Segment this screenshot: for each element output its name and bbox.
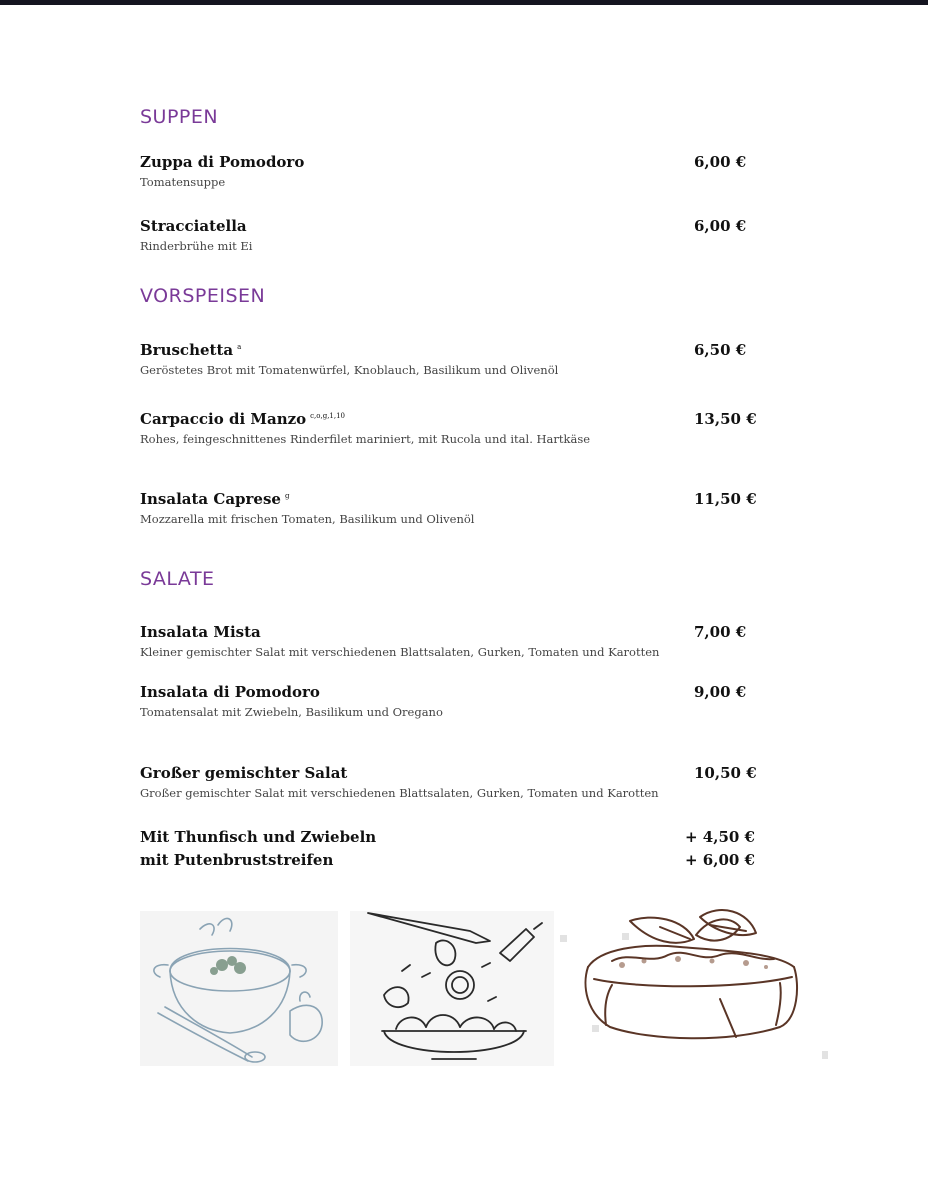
item-description: Geröstetes Brot mit Tomatenwürfel, Knoblauch, Basilikum und Olivenöl [140, 363, 559, 377]
section-title-vorspeisen: VORSPEISEN [140, 285, 266, 307]
menu-item-stracciatella [140, 217, 760, 253]
item-description: Mozzarella mit frischen Tomaten, Basilikum und Olivenöl [140, 512, 475, 526]
top-bar [0, 0, 928, 5]
item-name: Bruschetta [140, 341, 234, 359]
menu-item-grosser-gemischter-salat [140, 764, 760, 800]
allergen-codes: g [284, 492, 290, 500]
item-description: Tomatensalat mit Zwiebeln, Basilikum und Oregano [140, 705, 443, 719]
extra-name: Mit Thunfisch und Zwiebeln [140, 828, 377, 846]
item-price: 13,50 € [694, 410, 757, 428]
extra-price: + 4,50 € [685, 828, 755, 846]
item-name-row [140, 410, 760, 428]
item-price: 6,00 € [694, 153, 747, 171]
soup-bowl-sketch-icon [140, 911, 338, 1066]
item-name: Insalata Mista [140, 623, 261, 641]
item-name: Stracciatella [140, 217, 247, 235]
item-name: Zuppa di Pomodoro [140, 153, 305, 171]
item-description: Rohes, feingeschnittenes Rinderfilet mariniert, mit Rucola und ital. Hartkäse [140, 432, 591, 446]
item-name: Insalata di Pomodoro [140, 683, 320, 701]
item-price: 7,00 € [694, 623, 747, 641]
allergen-codes: c,o,g,1,10 [310, 412, 346, 420]
item-name: Carpaccio di Manzo [140, 410, 307, 428]
item-price: 6,50 € [694, 341, 747, 359]
menu-item-bruschetta [140, 341, 760, 377]
item-name-row [140, 490, 760, 508]
item-description: Rinderbrühe mit Ei [140, 239, 253, 253]
extra-name: mit Putenbruststreifen [140, 851, 334, 869]
item-price: 9,00 € [694, 683, 747, 701]
item-description: Kleiner gemischter Salat mit verschiedenen Blattsalaten, Gurken, Tomaten und Karotten [140, 645, 660, 659]
item-price: 10,50 € [694, 764, 757, 782]
section-title-salate: SALATE [140, 568, 215, 590]
menu-item-insalata-di-pomodoro [140, 683, 760, 719]
item-price: 6,00 € [694, 217, 747, 235]
item-name: Großer gemischter Salat [140, 764, 348, 782]
extra-option-putenbruststreifen [140, 851, 755, 871]
menu-item-insalata-caprese [140, 490, 760, 526]
item-price: 11,50 € [694, 490, 757, 508]
item-description: Großer gemischter Salat mit verschiedenen Blattsalaten, Gurken, Tomaten und Karotten [140, 786, 659, 800]
bruschetta-sketch-icon [560, 905, 828, 1065]
section-title-suppen: SUPPEN [140, 106, 219, 128]
allergen-codes: a [237, 343, 242, 351]
menu-item-carpaccio-di-manzo [140, 410, 760, 446]
menu-item-insalata-mista [140, 623, 760, 659]
salad-bowl-sketch-icon [350, 911, 554, 1066]
extra-option-thunfisch [140, 828, 755, 848]
extra-price: + 6,00 € [685, 851, 755, 869]
item-name-row [140, 341, 760, 359]
menu-item-zuppa-di-pomodoro [140, 153, 760, 189]
item-name: Insalata Caprese [140, 490, 281, 508]
item-description: Tomatensuppe [140, 175, 226, 189]
